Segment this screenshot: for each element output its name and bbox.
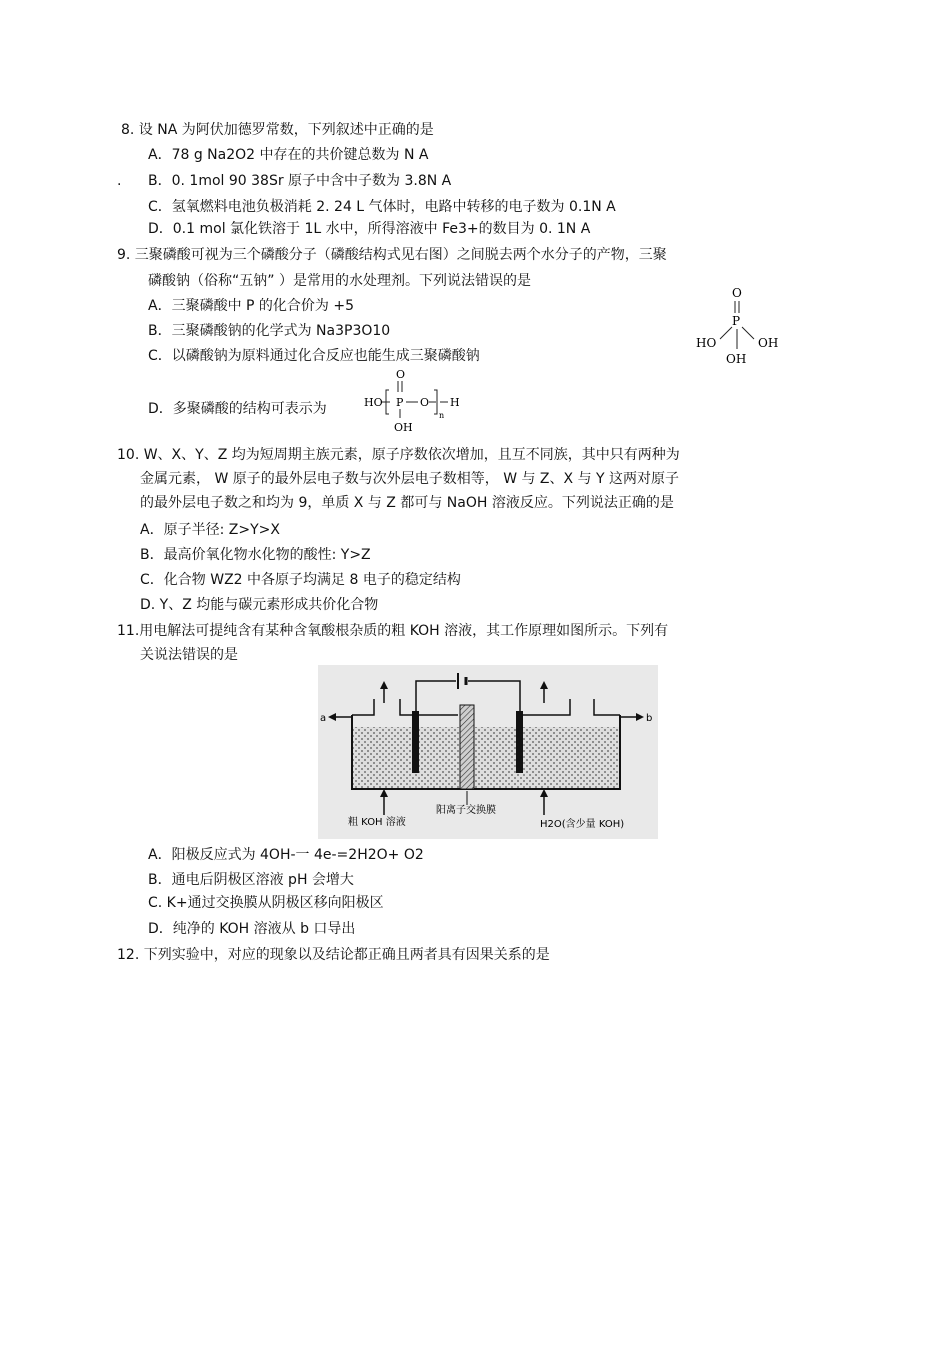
poly-oh-label: OH: [394, 421, 413, 434]
struct-o-label: O: [732, 286, 742, 300]
q8-option-d: D．0.1 mol 氯化铁溶于 1L 水中，所得溶液中 Fe3+的数目为 0. 1N A: [148, 221, 591, 237]
q12-stem: 12. 下列实验中，对应的现象以及结论都正确且两者具有因果关系的是: [117, 947, 550, 963]
q9-option-d: D．多聚磷酸的结构可表示为: [148, 401, 327, 417]
q11-stem-line2: 关说法错误的是: [140, 647, 238, 663]
polyphosphoric-acid-structure: [362, 366, 467, 436]
electrolyte-liquid: [352, 727, 620, 789]
q9-option-b: B．三聚磷酸钠的化学式为 Na3P3O10: [148, 323, 391, 339]
phosphoric-acid-structure: [690, 283, 800, 368]
q9-stem-line2: 磷酸钠（俗称“五钠” ）是常用的水处理剂。下列说法错误的是: [148, 273, 531, 289]
poly-p-label: P: [396, 396, 404, 409]
q8-option-a: A．78 g Na2O2 中存在的共价键总数为 N A: [148, 147, 429, 163]
poly-h-label: H: [450, 396, 460, 409]
q10-stem-line2: 金属元素， W 原子的最外层电子数与次外层电子数相等， W 与 Z、X 与 Y 这两对原子: [140, 471, 680, 487]
membrane-label: 阳离子交换膜: [436, 805, 496, 816]
outlet-a-label: a: [320, 713, 327, 724]
struct-oh-bottom-label: OH: [726, 352, 747, 366]
q11-option-b: B．通电后阴极区溶液 pH 会增大: [148, 872, 354, 888]
q8-stem: 8. 设 NA 为阿伏加德罗常数，下列叙述中正确的是: [121, 122, 434, 138]
q9-stem-line1: 9. 三聚磷酸可视为三个磷酸分子（磷酸结构式见右图）之间脱去两个水分子的产物，三聚: [117, 247, 667, 263]
cathode-electrode: [516, 711, 523, 773]
electrolysis-diagram: [318, 665, 658, 839]
q8-option-c: C．氢氧燃料电池负极消耗 2. 24 L 气体时，电路中转移的电子数为 0.1N A: [148, 199, 616, 215]
q11-option-a: A．阳极反应式为 4OH-一 4e-=2H2O+ O2: [148, 847, 424, 863]
q11-stem-line1: 11.用电解法可提纯含有某种含氧酸根杂质的粗 KOH 溶液，其工作原理如图所示。下列有: [117, 623, 669, 639]
poly-n-label: n: [439, 411, 445, 420]
anode-electrode: [412, 711, 419, 773]
q8-option-b: B．0. 1mol 90 38Sr 原子中含中子数为 3.8N A: [148, 173, 452, 189]
outlet-b-label: b: [646, 713, 653, 724]
q11-option-d: D．纯净的 KOH 溶液从 b 口导出: [148, 921, 356, 937]
q10-option-a: A．原子半径: Z>Y>X: [140, 522, 280, 538]
q10-option-d: D. Y、Z 均能与碳元素形成共价化合物: [140, 597, 379, 613]
q10-option-b: B．最高价氧化物水化物的酸性: Y>Z: [140, 547, 371, 563]
q9-option-a: A．三聚磷酸中 P 的化合价为 +5: [148, 298, 355, 314]
right-inlet-label: H2O(含少量 KOH): [540, 819, 625, 830]
struct-p-label: P: [732, 314, 741, 328]
poly-o-label: O: [420, 396, 430, 409]
cation-exchange-membrane: [460, 705, 474, 789]
left-inlet-label: 粗 KOH 溶液: [348, 817, 406, 828]
struct-oh-right-label: OH: [758, 336, 779, 350]
q8-margin-dot: .: [117, 173, 122, 189]
q10-stem-line3: 的最外层电子数之和均为 9，单质 X 与 Z 都可与 NaOH 溶液反应。下列说法正确的是: [140, 495, 674, 511]
q10-stem-line1: 10. W、X、Y、Z 均为短周期主族元素，原子序数依次增加，且互不同族，其中只有两种为: [117, 447, 680, 463]
q11-option-c: C. K+通过交换膜从阴极区移向阳极区: [148, 895, 384, 911]
poly-o-top-label: O: [396, 368, 406, 381]
q10-option-c: C．化合物 WZ2 中各原子均满足 8 电子的稳定结构: [140, 572, 461, 588]
q9-option-c: C．以磷酸钠为原料通过化合反应也能生成三聚磷酸钠: [148, 348, 480, 364]
struct-ho-label: HO: [696, 336, 717, 350]
poly-ho-label: HO: [364, 396, 383, 409]
